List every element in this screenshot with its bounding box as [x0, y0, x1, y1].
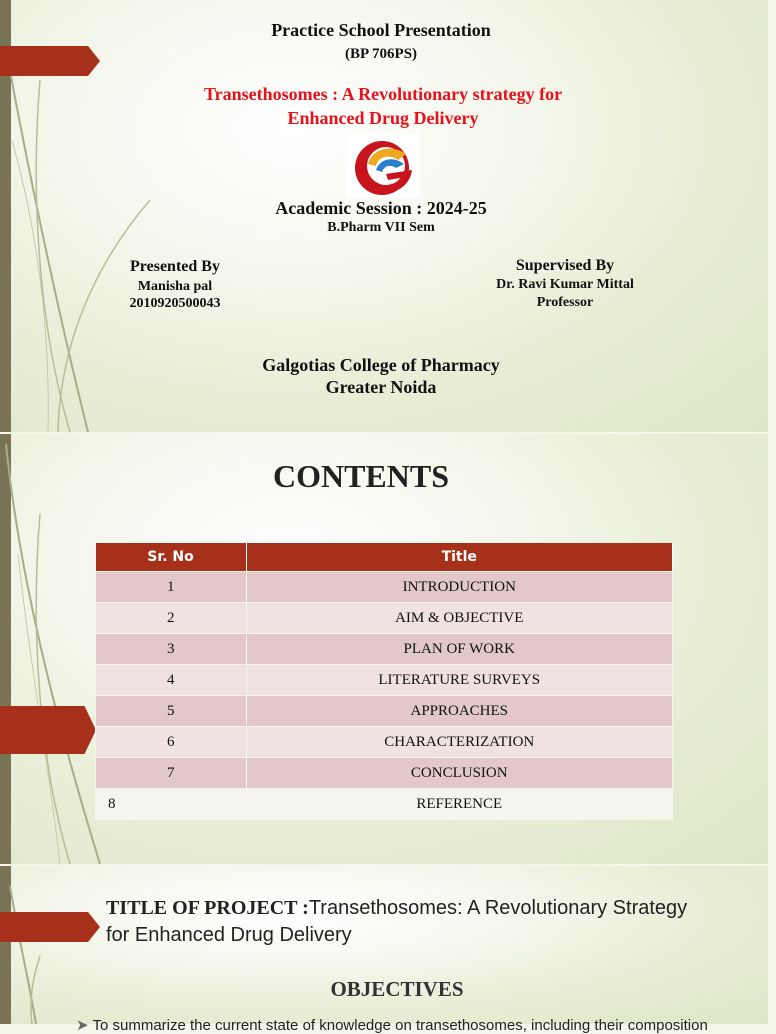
academic-session: Academic Session : 2024-25	[275, 198, 487, 218]
project-title-line1: Transethosomes: A Revolutionary Strategy	[308, 897, 688, 919]
presented-by-label: Presented By	[130, 258, 220, 275]
college-city: Greater Noida	[325, 377, 437, 397]
title-cell: LITERATURE SURVEYS	[246, 665, 673, 696]
semester: B.Pharm VII Sem	[327, 220, 435, 235]
presenter-id: 2010920500043	[129, 296, 221, 311]
table-row	[96, 758, 673, 789]
accent-arrow	[0, 912, 100, 942]
college-logo	[346, 134, 420, 198]
table-row	[96, 727, 673, 758]
table-header-row	[96, 543, 673, 572]
objective-item	[76, 1016, 776, 1034]
objectives-heading: OBJECTIVES	[330, 977, 464, 1001]
table-row	[96, 696, 673, 727]
accent-arrow	[0, 46, 100, 76]
column-header-sr-no: Sr. No	[96, 543, 247, 572]
contents-title: CONTENTS	[272, 458, 450, 494]
table-row	[96, 572, 673, 603]
project-title-label: TITLE OF PROJECT :	[106, 897, 309, 919]
title-cell: INTRODUCTION	[246, 572, 673, 603]
sr-no-cell: 5	[96, 696, 247, 727]
decorative-swirl	[0, 866, 90, 1024]
accent-arrow	[0, 706, 96, 754]
topic-title-line1: Transethosomes : A Revolutionary strategy for	[203, 84, 563, 104]
sr-no-cell: 3	[96, 634, 247, 665]
table-row	[96, 634, 673, 665]
sr-no-cell: 7	[96, 758, 247, 789]
project-title-line2: for Enhanced Drug Delivery	[106, 924, 352, 946]
contents-table	[95, 543, 673, 820]
sr-no-cell: 4	[96, 665, 247, 696]
table-row	[96, 789, 673, 820]
project-title-block	[106, 895, 746, 949]
sr-no-cell: 2	[96, 603, 247, 634]
contents-slide	[0, 434, 768, 864]
title-cell: REFERENCE	[246, 789, 673, 820]
title-cell: PLAN OF WORK	[246, 634, 673, 665]
college-name: Galgotias College of Pharmacy	[262, 355, 500, 375]
project-slide	[0, 866, 768, 1034]
sr-no-cell: 1	[96, 572, 247, 603]
supervisor-title: Professor	[536, 295, 594, 310]
supervised-by-label: Supervised By	[515, 257, 615, 274]
column-header-title: Title	[246, 543, 673, 572]
title-cell: CHARACTERIZATION	[246, 727, 673, 758]
title-cell: CONCLUSION	[246, 758, 673, 789]
topic-title-line2: Enhanced Drug Delivery	[287, 108, 479, 128]
presenter-name: Manisha pal	[137, 279, 213, 294]
supervisor-name: Dr. Ravi Kumar Mittal	[496, 277, 634, 292]
bullet-arrow-icon: ➤	[76, 1017, 89, 1034]
title-slide	[0, 0, 768, 432]
title-cell: APPROACHES	[246, 696, 673, 727]
decorative-swirl	[0, 434, 110, 864]
presentation-heading: Practice School Presentation	[271, 20, 491, 40]
sr-no-cell: 8	[96, 789, 247, 820]
table-row	[96, 665, 673, 696]
sr-no-cell: 6	[96, 727, 247, 758]
title-cell: AIM & OBJECTIVE	[246, 603, 673, 634]
course-code: (BP 706PS)	[344, 46, 418, 62]
objective-text: To summarize the current state of knowledge on transethosomes, including their composition	[92, 1017, 708, 1034]
table-row	[96, 603, 673, 634]
